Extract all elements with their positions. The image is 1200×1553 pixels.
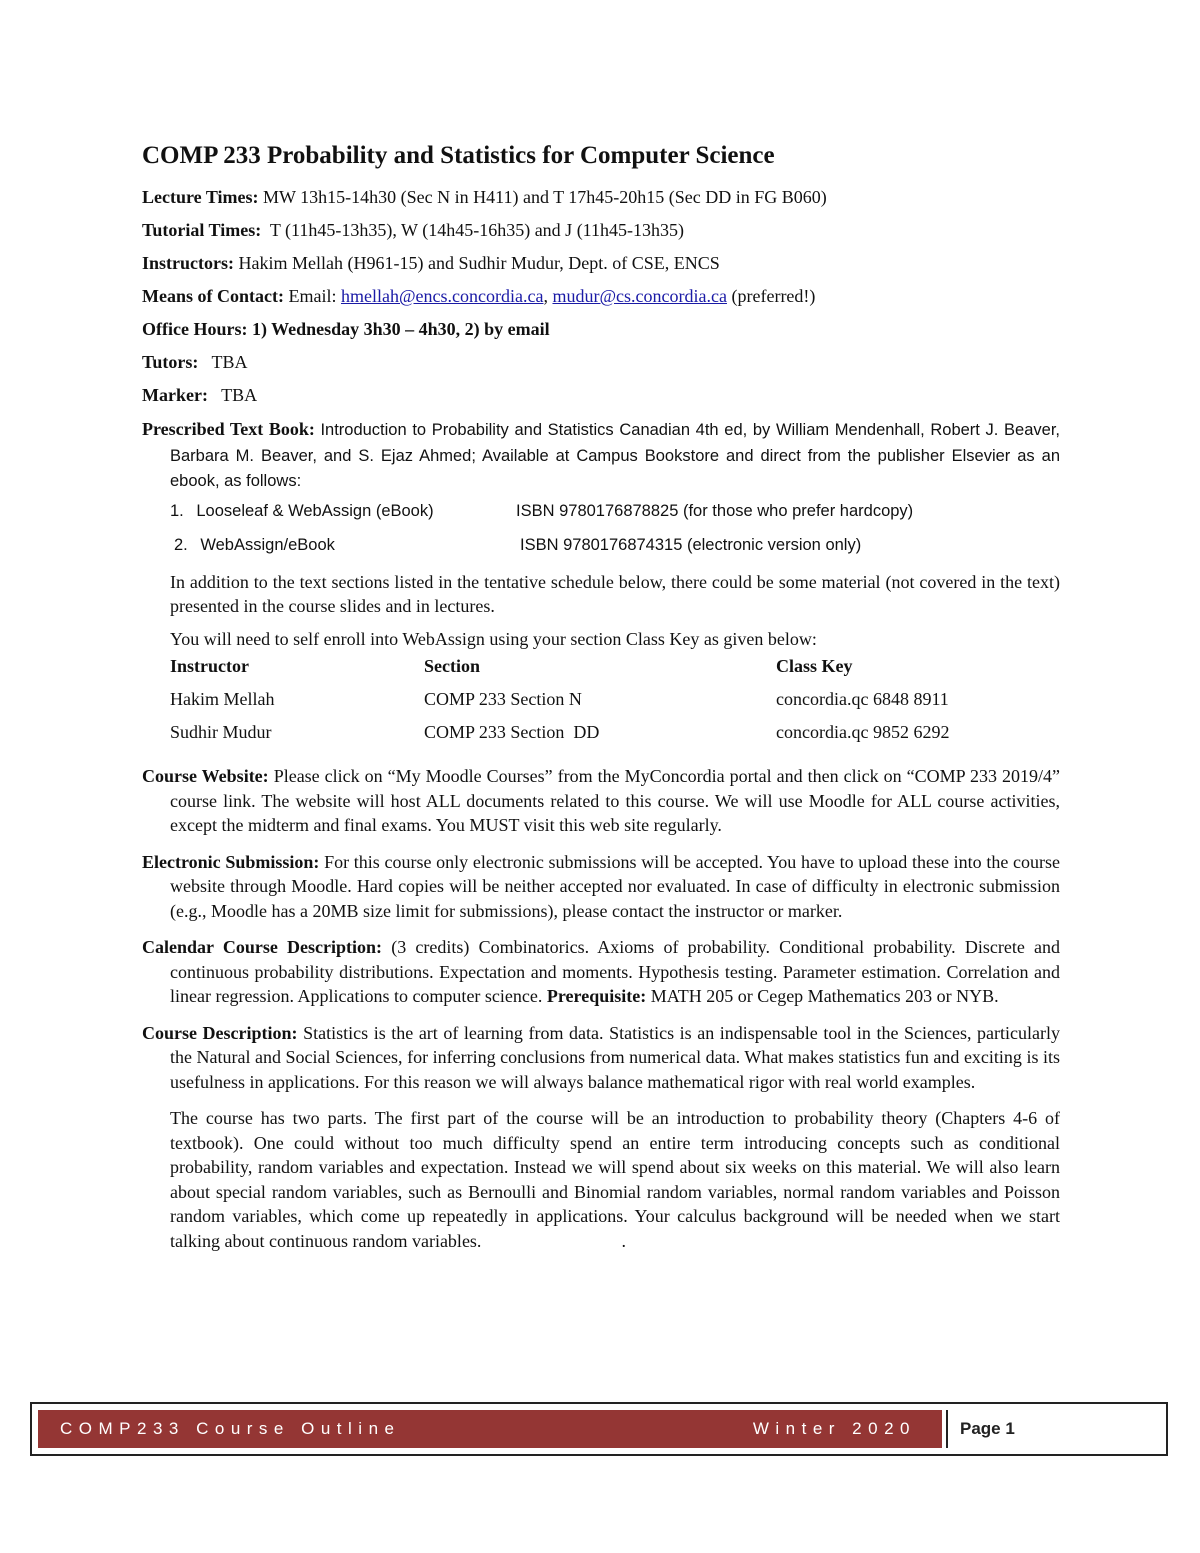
course-description-section <box>142 1021 1060 1095</box>
table-cell: Sudhir Mudur <box>170 722 272 742</box>
column-header: Section <box>424 656 480 676</box>
footer-term: Winter 2020 <box>752 1419 916 1438</box>
book-option-name: WebAssign/eBook <box>200 535 335 554</box>
table-row <box>170 721 949 754</box>
list-item <box>170 502 1060 526</box>
marker <box>142 384 1060 406</box>
calendar-label: Calendar Course Description: <box>142 937 383 957</box>
office-hours <box>142 318 1060 340</box>
prerequisite-value: MATH 205 or Cegep Mathematics 203 or NYB. <box>650 986 999 1006</box>
list-number: 1. <box>170 501 184 520</box>
means-of-contact <box>142 285 1060 307</box>
office-value: 1) Wednesday 3h30 – 4h30, 2) by email <box>251 319 550 339</box>
course-outline-page <box>142 140 1060 1265</box>
tutorial-value: T (11h45-13h35), W (14h45-16h35) and J (11h45-13h35) <box>269 220 685 240</box>
instructors-value: Hakim Mellah (H961-15) and Sudhir Mudur, Dept. of CSE, ENCS <box>238 253 720 273</box>
lecture-times <box>142 186 1060 208</box>
description-label: Course Description: <box>142 1022 298 1043</box>
website-value: Please click on “My Moodle Courses” from the MyConcordia portal and then click on “COMP 233 2019/4” course link. The website will host ALL documents related to this course. We will use Moodle for ALL course activities, except the midterm and final exams. You MUST visit this web site regularly. <box>170 766 1060 835</box>
page-footer <box>30 1402 1168 1456</box>
tutorial-times <box>142 219 1060 241</box>
email-link-mudur[interactable]: mudur@cs.concordia.ca <box>552 286 727 306</box>
table-cell: COMP 233 Section DD <box>424 722 600 742</box>
marker-label: Marker: <box>142 385 208 405</box>
table-row <box>170 688 949 721</box>
textbook-label: Prescribed Text Book: <box>142 419 315 439</box>
course-description-paragraph-2 <box>142 1106 1060 1253</box>
calendar-value: (3 credits) Combinatorics. Axioms of probability. Conditional probability. Discrete and continuous probability distributions. Expectation and moments. Hypothesis testing. Parameter estimation. Correlation and linear regression. Applications to computer science. <box>170 937 1061 1006</box>
contact-separator: , <box>543 286 548 306</box>
instructors-label: Instructors: <box>142 253 234 273</box>
calendar-description-section <box>142 935 1060 1009</box>
column-header: Instructor <box>170 656 249 676</box>
footer-course-title: COMP233 Course Outline <box>60 1419 401 1438</box>
textbook-options-list <box>142 502 1060 560</box>
tutorial-label: Tutorial Times: <box>142 220 262 240</box>
office-label: Office Hours: <box>142 319 248 339</box>
website-label: Course Website: <box>142 766 269 786</box>
list-item <box>170 536 1060 560</box>
book-option-name: Looseleaf & WebAssign (eBook) <box>196 501 434 520</box>
textbook-section <box>142 417 1060 494</box>
footer-page-number: Page 1 <box>946 1410 1160 1448</box>
contact-suffix: (preferred!) <box>731 286 816 306</box>
textbook-value: Introduction to Probability and Statistics Canadian 4th ed, by William Mendenhall, Robert J. Beaver, Barbara M. Beaver, and S. Ejaz Ahmed; Available at Campus Bookstore and direct from the publisher Elsevier as an ebook, as follows: <box>170 421 1061 490</box>
lecture-value: MW 13h15-14h30 (Sec N in H411) and T 17h45-20h15 (Sec DD in FG B060) <box>262 187 827 207</box>
table-cell: Hakim Mellah <box>170 689 275 709</box>
column-header: Class Key <box>776 656 853 676</box>
tutors-label: Tutors: <box>142 352 199 372</box>
table-header-row <box>170 655 949 688</box>
table-cell: concordia.qc 9852 6292 <box>776 722 950 742</box>
submission-label: Electronic Submission: <box>142 851 320 872</box>
lecture-label: Lecture Times: <box>142 187 259 207</box>
book-option-isbn: ISBN 9780176874315 (electronic version only) <box>520 535 862 554</box>
class-key-table <box>170 655 949 754</box>
book-option-isbn: ISBN 9780176878825 (for those who prefer hardcopy) <box>516 501 914 520</box>
footer-banner <box>38 1410 942 1448</box>
page-title: COMP 233 Probability and Statistics for Computer Science <box>142 142 775 169</box>
contact-label: Means of Contact: <box>142 286 284 306</box>
table-cell: concordia.qc 6848 8911 <box>776 689 949 709</box>
textbook-note-1: In addition to the text sections listed in the tentative schedule below, there could be some material (not covered in the text) presented in the course slides and in lectures. <box>170 571 1060 616</box>
prerequisite-label: Prerequisite: <box>546 986 647 1006</box>
instructors <box>142 252 1060 274</box>
marker-value: TBA <box>221 385 258 405</box>
list-number: 2. <box>174 535 188 554</box>
email-link-mellah[interactable]: hmellah@encs.concordia.ca <box>340 286 544 306</box>
course-website-section <box>142 764 1060 838</box>
textbook-note-2: You will need to self enroll into WebAssign using your section Class Key as given below: <box>170 628 817 649</box>
description-para2-text: The course has two parts. The first part of the course will be an introduction to probability theory (Chapters 4-6 of textbook). One could without too much difficulty spend an entire term introducing concepts such as conditional probability, random variables and expectation. Instead we will spend about six weeks on this material. We will also learn about special random variables, such as Bernoulli and Binomial random variables, normal random variables and Poisson random variables, which come up repeatedly in applications. Your calculus background will be needed when we start talking about continuous random variables. <box>170 1108 1060 1251</box>
submission-value: For this course only electronic submissions will be accepted. You have to upload these into the course website through Moodle. Hard copies will be neither accepted nor evaluated. In case of difficulty in electronic submission (e.g., Moodle has a 20MB size limit for submissions), please contact the instructor or marker. <box>170 851 1061 921</box>
contact-prefix: Email: <box>288 286 337 306</box>
tutors <box>142 351 1060 373</box>
description-value: Statistics is the art of learning from data. Statistics is an indispensable tool in the Sciences, particularly the Natural and Social Sciences, for inferring conclusions from numerical data. What makes statistics fun and exciting is its usefulness in applications. For this reason we will always balance mathematical rigor with real world examples. <box>170 1022 1061 1092</box>
table-cell: COMP 233 Section N <box>424 689 582 709</box>
trailing-period: . <box>621 1230 626 1251</box>
electronic-submission-section <box>142 850 1060 924</box>
tutors-value: TBA <box>211 352 248 372</box>
